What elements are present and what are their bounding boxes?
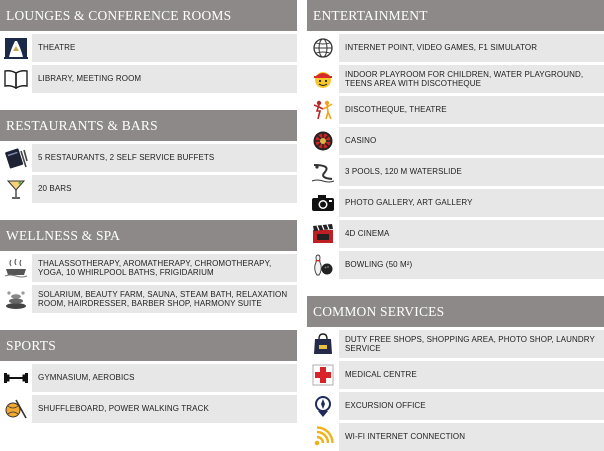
list-item — [307, 96, 604, 124]
item-label: DISCOTHEQUE, THEATRE — [345, 105, 447, 115]
globe-icon — [307, 34, 339, 62]
item-label: THALASSOTHERAPY, AROMATHERAPY, CHROMOTHERAPY, YOGA, 10 WHIRLPOOL BATHS, FRIGIDARIUM — [38, 258, 272, 277]
roulette-icon — [307, 127, 339, 155]
excursion-compass-icon — [307, 392, 339, 420]
section-header: COMMON SERVICES — [307, 296, 604, 327]
list-item — [0, 34, 297, 62]
list-item — [307, 361, 604, 389]
item-label: INDOOR PLAYROOM FOR CHILDREN, WATER PLAYGROUND, TEENS AREA WITH DISCOTHEQUE — [345, 69, 584, 88]
section-common-services — [307, 296, 604, 451]
spacer — [307, 279, 604, 296]
bowling-icon — [307, 251, 339, 279]
item-label: SHUFFLEBOARD, POWER WALKING TRACK — [38, 404, 209, 414]
section-restaurants — [0, 110, 297, 203]
list-item — [307, 65, 604, 93]
list-item — [0, 175, 297, 203]
section-header: SPORTS — [0, 330, 297, 361]
left-column — [0, 0, 297, 423]
section-header: RESTAURANTS & BARS — [0, 110, 297, 141]
right-column — [307, 0, 604, 451]
item-label: CASINO — [345, 136, 377, 146]
list-item — [0, 285, 297, 313]
camera-icon — [307, 189, 339, 217]
spacer — [0, 93, 297, 110]
list-item — [307, 423, 604, 451]
section-header: WELLNESS & SPA — [0, 220, 297, 251]
section-wellness — [0, 220, 297, 313]
list-item — [0, 254, 297, 282]
item-label: GYMNASIUM, AEROBICS — [38, 373, 135, 383]
item-label: BOWLING (50 M²) — [345, 260, 413, 270]
item-label: 5 RESTAURANTS, 2 SELF SERVICE BUFFETS — [38, 153, 215, 163]
list-item — [0, 364, 297, 392]
item-label: THEATRE — [38, 43, 76, 53]
item-label: 4D CINEMA — [345, 229, 390, 239]
section-entertainment — [307, 0, 604, 279]
item-label: MEDICAL CENTRE — [345, 370, 417, 380]
open-book-icon — [0, 65, 32, 93]
item-label: 3 POOLS, 120 M WATERSLIDE — [345, 167, 462, 177]
list-item — [307, 34, 604, 62]
spa-bath-icon — [0, 254, 32, 282]
item-label: WI-FI INTERNET CONNECTION — [345, 432, 466, 442]
kids-face-icon — [307, 65, 339, 93]
wifi-icon — [307, 423, 339, 451]
item-label: PHOTO GALLERY, ART GALLERY — [345, 198, 473, 208]
dancers-icon — [307, 96, 339, 124]
list-item — [307, 220, 604, 248]
list-item — [307, 158, 604, 186]
section-sports — [0, 330, 297, 423]
section-header: ENTERTAINMENT — [307, 0, 604, 31]
item-label: 20 BARS — [38, 184, 72, 194]
item-label: INTERNET POINT, VIDEO GAMES, F1 SIMULATOR — [345, 43, 538, 53]
spa-stones-icon — [0, 285, 32, 313]
shopping-bag-icon — [307, 330, 339, 358]
item-label: EXCURSION OFFICE — [345, 401, 426, 411]
list-item — [0, 144, 297, 172]
list-item — [307, 392, 604, 420]
menu-cutlery-icon — [0, 144, 32, 172]
dumbbell-icon — [0, 364, 32, 392]
item-label: DUTY FREE SHOPS, SHOPPING AREA, PHOTO SHOP, LAUNDRY SERVICE — [345, 334, 595, 353]
shuffleboard-icon — [0, 395, 32, 423]
list-item — [0, 395, 297, 423]
item-label: LIBRARY, MEETING ROOM — [38, 74, 142, 84]
list-item — [307, 330, 604, 358]
medical-cross-icon — [307, 361, 339, 389]
waterslide-icon — [307, 158, 339, 186]
list-item — [307, 251, 604, 279]
cinema-icon — [307, 220, 339, 248]
cocktail-glass-icon — [0, 175, 32, 203]
list-item — [0, 65, 297, 93]
spacer — [0, 313, 297, 330]
list-item — [307, 127, 604, 155]
theatre-curtain-icon — [0, 34, 32, 62]
section-header: LOUNGES & CONFERENCE ROOMS — [0, 0, 297, 31]
list-item — [307, 189, 604, 217]
item-label: SOLARIUM, BEAUTY FARM, SAUNA, STEAM BATH, RELAXATION ROOM, HAIRDRESSER, BARBER SHOP, HARMONY SUITE — [38, 289, 288, 308]
section-lounges — [0, 0, 297, 93]
spacer — [0, 203, 297, 220]
